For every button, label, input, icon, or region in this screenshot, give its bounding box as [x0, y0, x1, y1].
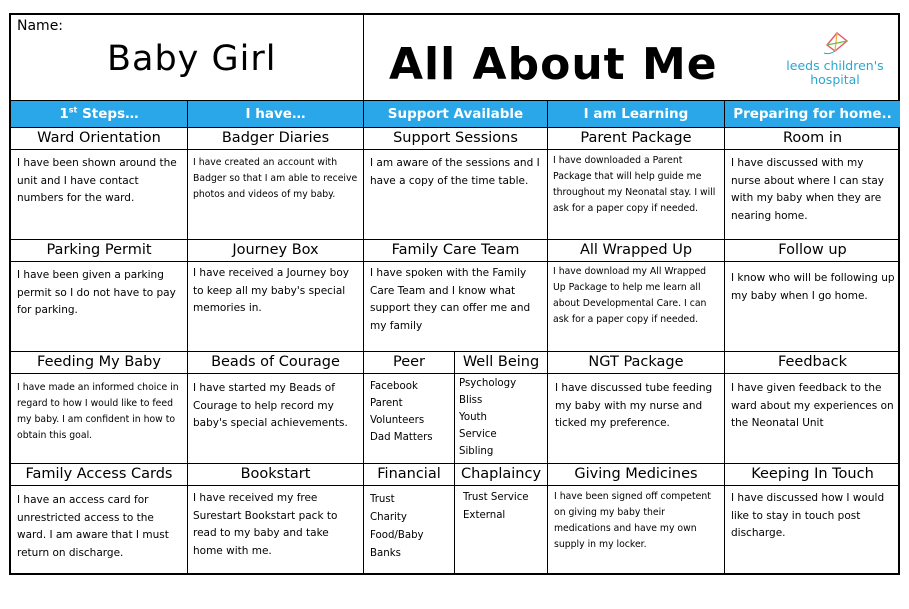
list-item: Sibling: [459, 446, 494, 457]
cell-text: I know who will be following up my baby when I go home.: [731, 272, 895, 302]
kite-logo-icon: [821, 31, 851, 57]
list-item: Charity: [370, 512, 407, 523]
financial-list: [370, 491, 424, 563]
cell-title: Follow up: [778, 242, 847, 258]
cell-title: Parent Package: [580, 130, 692, 146]
cell-title: Bookstart: [240, 466, 311, 482]
cell-title: Badger Diaries: [221, 130, 330, 146]
column-header-first-steps: 1st Steps…: [11, 101, 187, 127]
list-item: Banks: [370, 548, 401, 559]
list-item: Youth: [459, 412, 488, 423]
cell-title: Ward Orientation: [37, 130, 161, 146]
list-item: Psychology: [459, 378, 517, 389]
logo-line-2: hospital: [810, 72, 860, 87]
cell-text: I have received my free Surestart Bookstart pack to read to my baby and take home with me.: [193, 492, 338, 557]
logo-line-1: leeds children's: [786, 58, 884, 73]
cell-title: Room in: [782, 130, 843, 146]
cell-text: I have made an informed choice in regard to how I would like to feed my baby. I am confident in how to obtain this goal.: [17, 382, 179, 441]
cell-title: Financial: [377, 466, 441, 482]
list-item: Bliss: [459, 395, 483, 406]
page-title: All About Me: [389, 39, 718, 90]
cell-title: Chaplaincy: [460, 466, 542, 482]
cell-text: I have discussed how I would like to stay in touch post discharge.: [731, 492, 885, 539]
cell-text: I have given feedback to the ward about my experiences on the Neonatal Unit: [731, 382, 894, 429]
cell-title: Beads of Courage: [211, 354, 340, 370]
cell-title: All Wrapped Up: [579, 242, 693, 258]
column-header-support-available: Support Available: [364, 101, 547, 127]
column-header-preparing-for-home: Preparing for home..: [725, 101, 900, 127]
cell-title: Peer: [392, 354, 426, 370]
name-label: Name:: [17, 18, 64, 34]
cell-text: I have spoken with the Family Care Team and I know what support they can offer me and my family: [370, 267, 531, 332]
peer-list: [370, 378, 433, 446]
list-item: Dad Matters: [370, 432, 433, 443]
list-item: Trust Service: [463, 492, 529, 503]
cell-title: Well Being: [462, 354, 540, 370]
cell-text: I have downloaded a Parent Package that will help guide me throughout my Neonatal stay. I will ask for a paper copy if needed.: [553, 155, 716, 214]
cell-text: I have discussed with my nurse about where I can stay with my baby when they are nearing home.: [731, 157, 884, 222]
cell-title: Journey Box: [232, 242, 319, 258]
cell-text: I have been shown around the unit and I have contact numbers for the ward.: [17, 157, 177, 204]
list-item: Volunteers: [370, 415, 425, 426]
cell-title: Parking Permit: [46, 242, 152, 258]
cell-title: Giving Medicines: [574, 466, 698, 482]
column-header-i-have: I have…: [188, 101, 363, 127]
cell-title: Support Sessions: [393, 130, 518, 146]
cell-text: I am aware of the sessions and I have a copy of the time table.: [370, 157, 540, 187]
list-item: External: [463, 510, 506, 521]
column-header-i-am-learning: I am Learning: [548, 101, 724, 127]
cell-text: I have been signed off competent on giving my baby their medications and have my own supply in my locker.: [554, 491, 711, 550]
cell-title: Feedback: [777, 354, 848, 370]
list-item: Facebook: [370, 381, 418, 392]
cell-text: I have started my Beads of Courage to help record my baby's special achievements.: [193, 382, 348, 429]
cell-text: I have an access card for unrestricted access to the ward. I am aware that I must return on discharge.: [17, 494, 169, 559]
cell-title: NGT Package: [588, 354, 684, 370]
cell-text: I have download my All Wrapped Up Package to help me learn all about Developmental Care. I can ask for a paper copy if needed.: [553, 266, 707, 325]
cell-text: I have received a Journey boy to keep all my baby's special memories in.: [193, 267, 349, 314]
baby-name: Baby Girl: [107, 39, 277, 79]
cell-title: Family Care Team: [391, 242, 520, 258]
cell-text: I have been given a parking permit so I do not have to pay for parking.: [17, 269, 176, 316]
cell-title: Feeding My Baby: [37, 354, 161, 370]
cell-title: Keeping In Touch: [751, 466, 874, 482]
cell-text: I have created an account with Badger so that I am able to receive photos and videos of my baby.: [193, 157, 358, 200]
list-item: Food/Baby: [370, 530, 424, 541]
chaplaincy-list: [463, 489, 529, 525]
hospital-logo: [771, 37, 899, 97]
list-item: Parent: [370, 398, 403, 409]
all-about-me-sheet: [9, 13, 900, 575]
cell-text: I have discussed tube feeding my baby with my nurse and ticked my preference.: [555, 382, 713, 429]
list-item: Service: [459, 429, 497, 440]
list-item: Trust: [370, 494, 395, 505]
well-being-list: [459, 375, 516, 460]
logo-text: [771, 59, 899, 87]
cell-title: Family Access Cards: [25, 466, 173, 482]
